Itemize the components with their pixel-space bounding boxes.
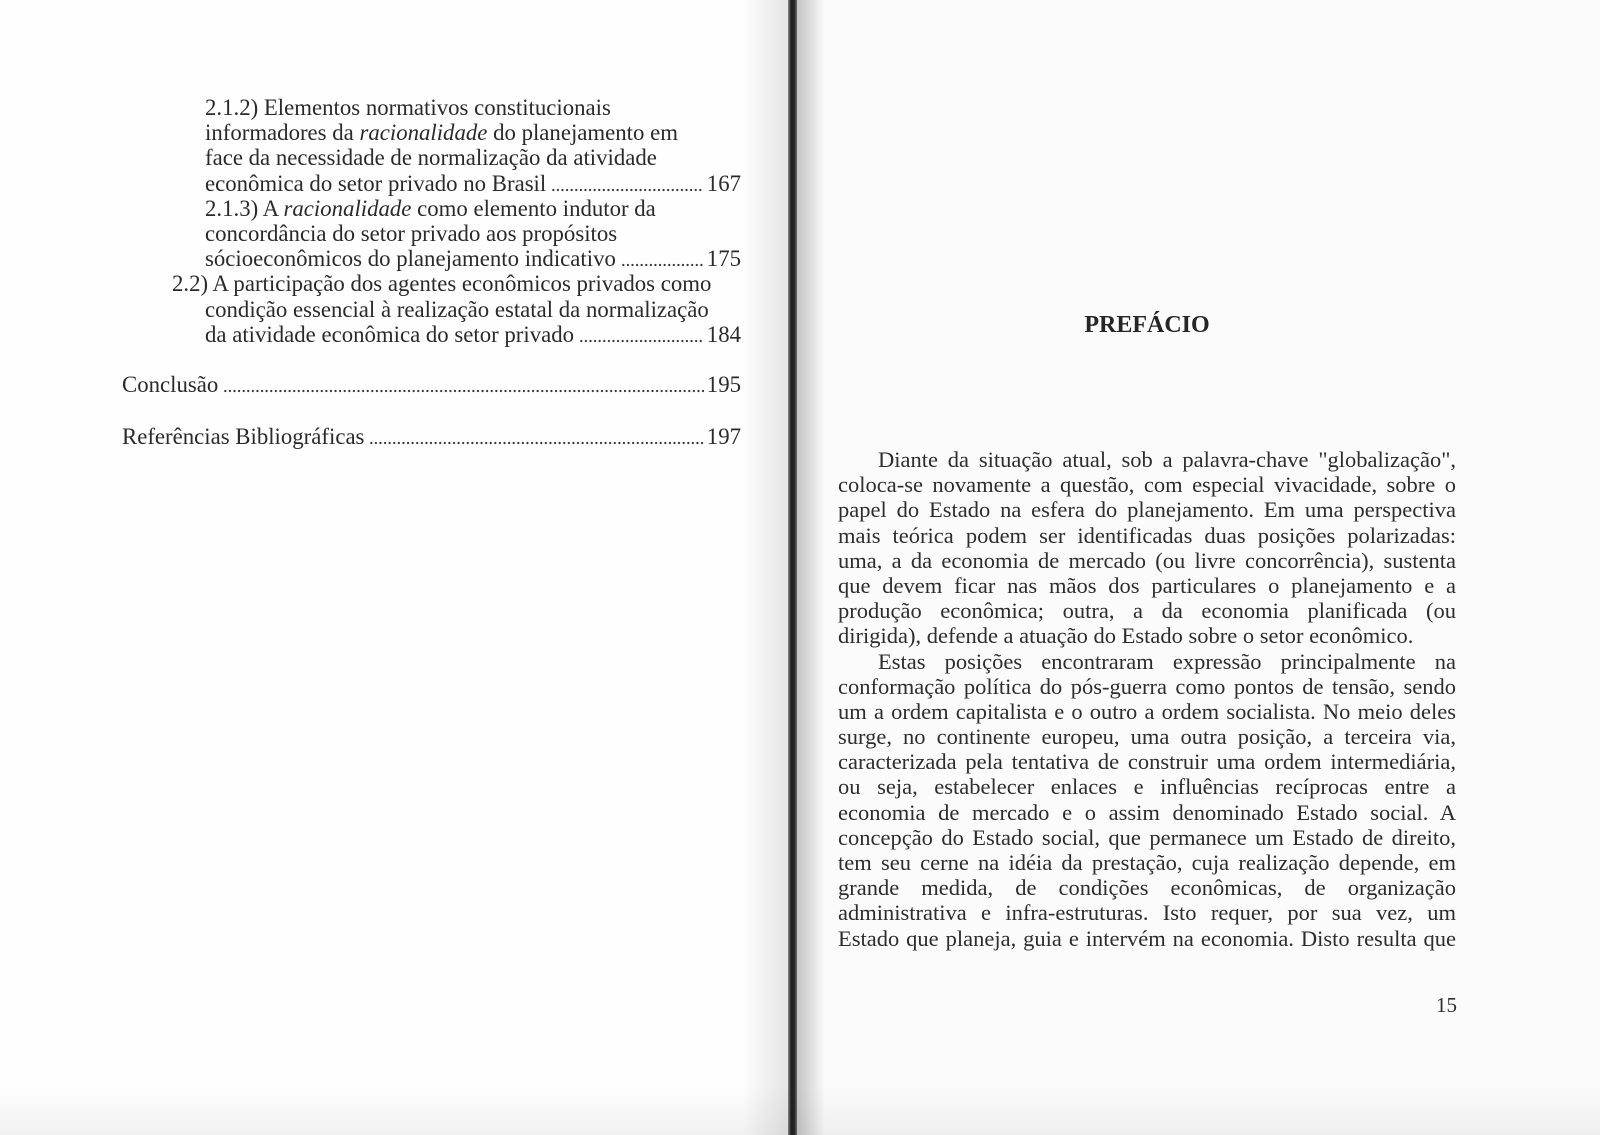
toc-line (122, 424, 741, 449)
toc-line-text: 2.1.3) A (205, 195, 284, 221)
body-line: dirigida), defende a atuação do Estado sobre o setor econômico. (838, 623, 1414, 649)
table-of-contents (122, 95, 741, 347)
toc-line (122, 372, 741, 397)
toc-entry-2-2 (122, 271, 741, 347)
body-line: coloca-se novamente a questão, com especial vivacidade, sobre o (838, 472, 1456, 498)
dot-leader (578, 322, 704, 347)
toc-line (122, 120, 741, 145)
body-line: concepção do Estado social, que permanece um Estado de direito, (838, 824, 1456, 850)
body-line: grande medida, de condições econômicas, de organização (838, 875, 1456, 901)
toc-line (122, 246, 741, 271)
toc-line (122, 271, 741, 296)
body-line: uma, a da economia de mercado (ou livre concorrência), sustenta (838, 547, 1456, 573)
body-line: surge, no continente europeu, uma outra posição, a terceira via, (838, 724, 1456, 750)
toc-line-text: como elemento indutor da (411, 195, 656, 221)
toc-line-text: sócioeconômicos do planejamento indicativo (205, 246, 616, 272)
page-number: 15 (1436, 993, 1457, 1017)
body-line: economia de mercado e o assim denominado Estado social. A (838, 799, 1456, 825)
paragraph (838, 649, 1456, 951)
toc-line-text: 2.1.2) Elementos normativos constitucionais (205, 95, 611, 120)
preface-heading: PREFÁCIO (1084, 312, 1210, 338)
dot-leader (222, 372, 704, 397)
body-line: um a ordem capitalista e o outro a ordem socialista. No meio deles (838, 698, 1456, 724)
left-page (0, 0, 790, 1135)
preface-body (838, 447, 1456, 951)
toc-line (122, 221, 741, 246)
toc-emphasis-text: racionalidade (283, 195, 412, 221)
toc-entry-2-1-3 (122, 196, 741, 272)
toc-line (122, 196, 741, 221)
toc-line-text: condição essencial à realização estatal da normalização (205, 296, 709, 322)
toc-page-number: 184 (706, 321, 741, 347)
toc-page-number: 195 (706, 372, 741, 397)
body-line: mais teórica podem ser identificadas duas posições polarizadas: (838, 522, 1456, 548)
body-line: Diante da situação atual, sob a palavra-chave "globalização", (878, 447, 1456, 472)
toc-page-number: 167 (706, 170, 741, 196)
toc-page-number: 175 (706, 246, 741, 272)
body-line: produção econômica; outra, a da economia planificada (ou (838, 598, 1456, 624)
dot-leader (368, 424, 703, 449)
body-line: que devem ficar nas mãos dos particulares o planejamento e a (838, 572, 1456, 598)
body-line: Estas posições encontraram expressão principalmente na (878, 648, 1456, 674)
book-spine (788, 0, 797, 1135)
toc-line-text: Referências Bibliográficas (122, 424, 365, 449)
scan-bottom-shadow (0, 1085, 1600, 1135)
body-line: tem seu cerne na idéia da prestação, cuja realização depende, em (838, 850, 1456, 875)
toc-line-text: do planejamento em (487, 120, 678, 146)
dot-leader (620, 246, 704, 271)
toc-entry-referencias (122, 424, 741, 449)
body-line: caracterizada pela tentativa de construir uma ordem intermediária, (838, 749, 1456, 775)
body-line: Estado que planeja, guia e intervém na economia. Disto resulta que (838, 925, 1456, 951)
body-line: administrativa e infra-estruturas. Isto requer, por sua vez, um (838, 900, 1456, 926)
body-line: ou seja, estabelecer enlaces e influências recíprocas entre a (838, 774, 1456, 800)
toc-line (122, 95, 741, 120)
toc-entry-conclusao (122, 372, 741, 397)
body-line: papel do Estado na esfera do planejamento. Em uma perspectiva (838, 497, 1456, 523)
toc-page-number: 197 (706, 424, 741, 449)
body-line: conformação política do pós-guerra como pontos de tensão, sendo (838, 673, 1456, 699)
dot-leader (550, 171, 704, 196)
toc-line-text: 2.2) A participação dos agentes econômicos privados como (172, 271, 712, 297)
paragraph (838, 447, 1456, 649)
toc-line-text: econômica do setor privado no Brasil (205, 170, 547, 196)
toc-line-text: Conclusão (122, 372, 219, 397)
spine-shadow-right (797, 0, 825, 1135)
toc-emphasis-text: racionalidade (359, 120, 488, 146)
toc-entry-2-1-2 (122, 95, 741, 196)
toc-line-text: informadores da (205, 120, 360, 146)
toc-line-text: da atividade econômica do setor privado (205, 321, 575, 347)
toc-line-text: concordância do setor privado aos propósitos (205, 220, 618, 246)
toc-line (122, 322, 741, 347)
toc-line (122, 171, 741, 196)
toc-line-text: face da necessidade de normalização da atividade (205, 145, 657, 171)
spine-shadow-left (742, 0, 788, 1135)
toc-line (122, 297, 741, 322)
toc-line (122, 145, 741, 170)
